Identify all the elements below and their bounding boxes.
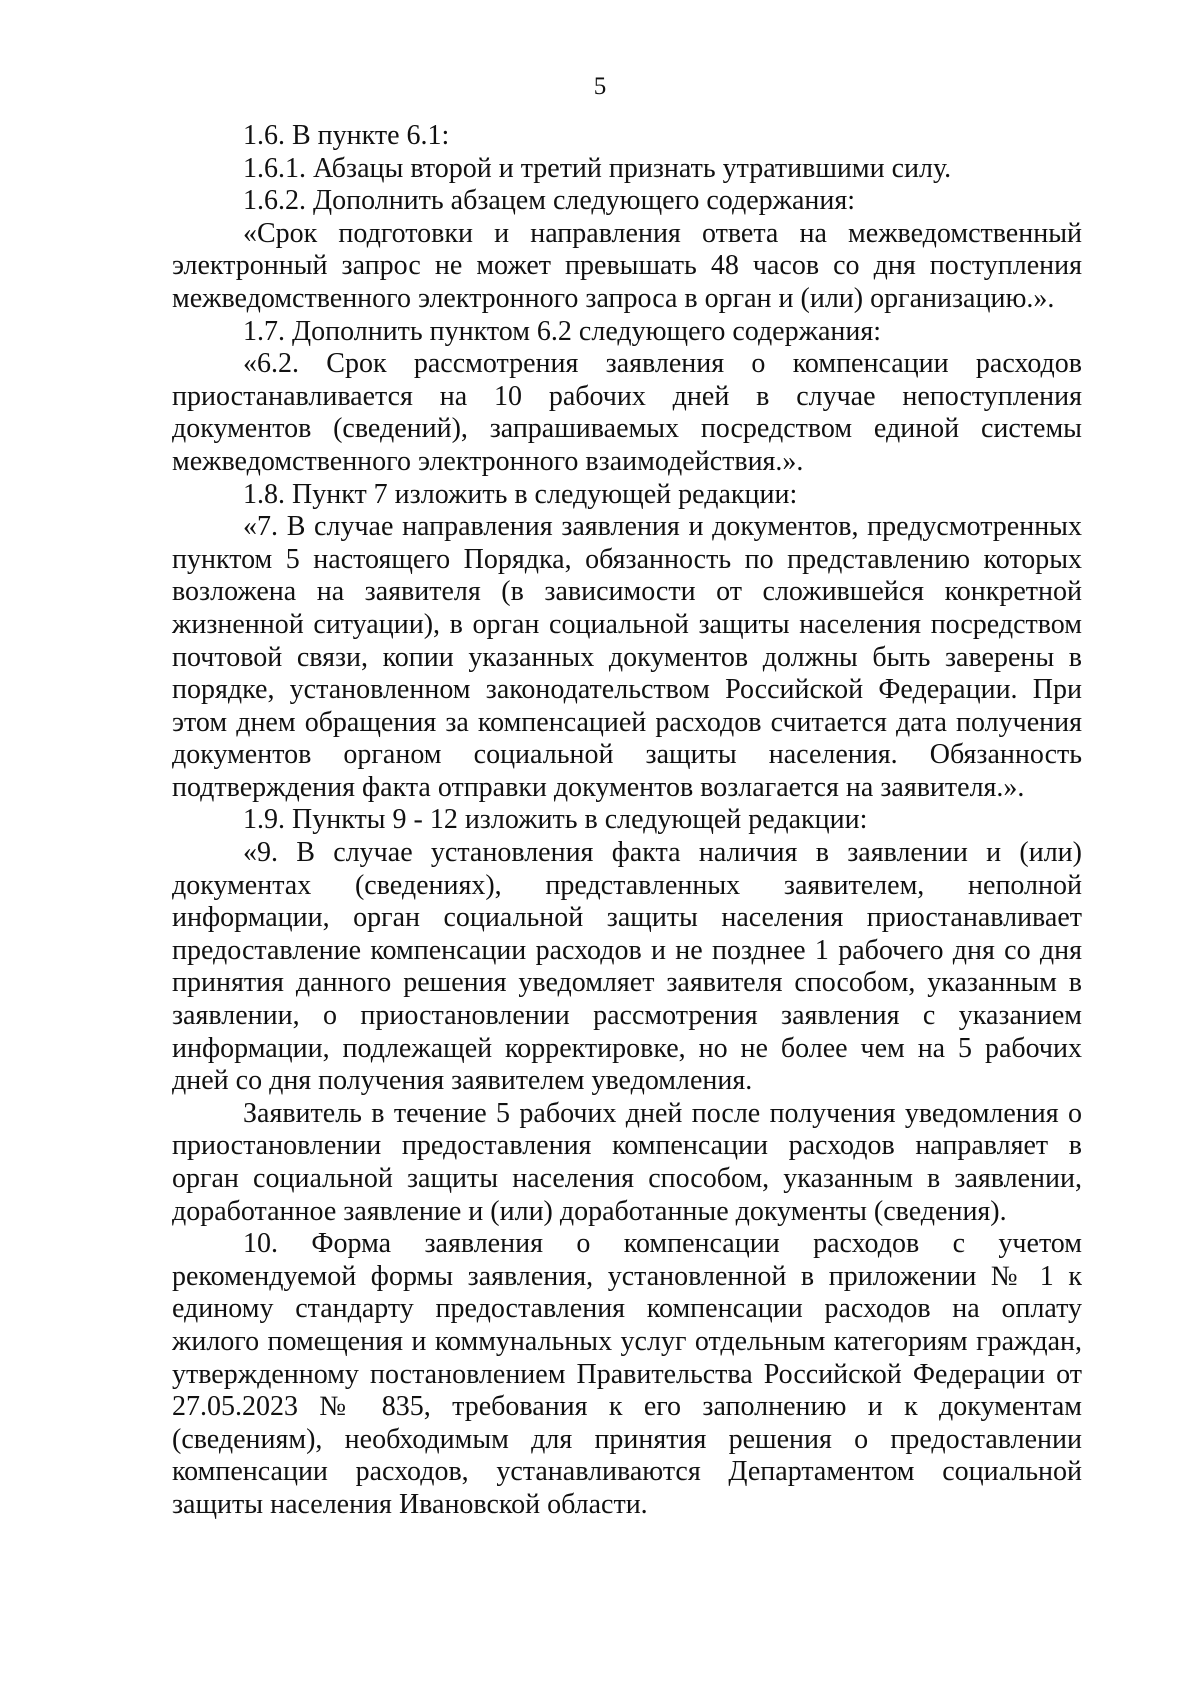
paragraph-1-6-1: 1.6.1. Абзацы второй и третий признать утратившими силу. [243,152,952,184]
quote-srok-podgotovki: «Срок подготовки и направления ответа на межведомственный электронный запрос не может превышать 48 часов со дня поступления межведомственного электронного запроса в орган и (или) организацию.». [172,217,1082,314]
paragraph-1-7: 1.7. Дополнить пунктом 6.2 следующего содержания: [243,315,882,347]
quote-9: «9. В случае установления факта наличия в заявлении и (или) документах (сведениях), представленных заявителем, неполной информации, орган социальной защиты населения приостанавливает предоставление компенсации расходов и не позднее 1 рабочего дня со дня принятия данного решения уведомляет заявителя способом, указанным в заявлении, о приостановлении рассмотрения заявления с указанием информации, подлежащей корректировке, но не более чем на 5 рабочих дней со дня получения заявителем уведомления. [172,837,1082,1097]
paragraph-1-8: 1.8. Пункт 7 изложить в следующей редакции: [243,478,798,510]
quote-7: «7. В случае направления заявления и документов, предусмотренных пунктом 5 настоящего Порядка, обязанность по представлению которых возложена на заявителя (в зависимости от сложившейся конкретной жизненной ситуации), в орган социальной защиты населения посредством почтовой связи, копии указанных документов должны быть заверены в порядке, установленном законодательством Российской Федерации. При этом днем обращения за компенсацией расходов считается дата получения документов органом социальной защиты населения. Обязанность подтверждения факта отправки документов возлагается на заявителя.». [172,511,1082,803]
page-number: 5 [593,73,607,100]
quote-6-2: «6.2. Срок рассмотрения заявления о компенсации расходов приостанавливается на 10 рабочих дней в случае непоступления документов (сведений), запрашиваемых посредством единой системы межведомственного электронного взаимодействия.». [172,348,1082,477]
paragraph-zayavitel: Заявитель в течение 5 рабочих дней после получения уведомления о приостановлении предоставления компенсации расходов направляет в орган социальной защиты населения способом, указанным в заявлении, доработанное заявление и (или) доработанные документы (сведения). [172,1097,1082,1227]
paragraph-1-6-2: 1.6.2. Дополнить абзацем следующего содержания: [243,185,856,217]
paragraph-1-9: 1.9. Пункты 9 - 12 изложить в следующей редакции: [243,804,868,836]
document-body [172,120,1082,1522]
paragraph-1-6: 1.6. В пункте 6.1: [243,120,450,151]
paragraph-10: 10. Форма заявления о компенсации расходов с учетом рекомендуемой формы заявления, установленной в приложении № 1 к единому стандарту предоставления компенсации расходов на оплату жилого помещения и коммунальных услуг отдельным категориям граждан, утвержденному постановлением Правительства Российской Федерации от 27.05.2023 № 835, требования к его заполнению и к документам (сведениям), необходимым для принятия решения о предоставлении компенсации расходов, устанавливаются Департаментом социальной защиты населения Ивановской области. [172,1228,1082,1520]
